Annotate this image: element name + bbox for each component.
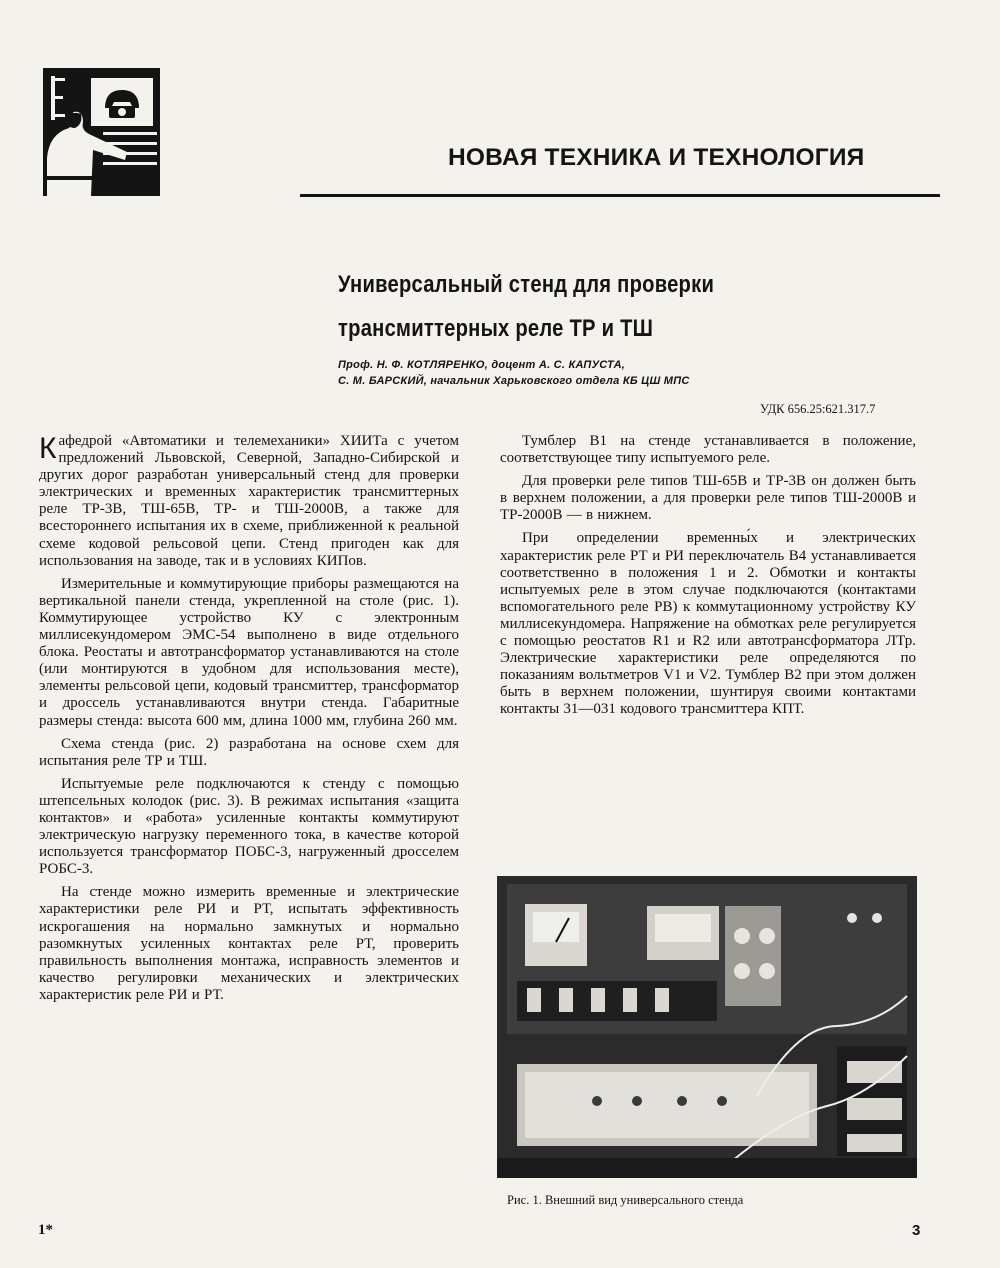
- paragraph: Для проверки реле типов ТШ-65В и ТР-3В он должен быть в верхнем положении, а для проверки реле типов ТШ-2000В и ТР-2000В — в нижнем.: [500, 473, 916, 524]
- authors-line: С. М. БАРСКИЙ, начальник Харьковского отдела КБ ЦШ МПС: [338, 375, 690, 387]
- article-title: [338, 263, 714, 351]
- right-column: [500, 433, 916, 725]
- paragraph-text: афедрой «Автоматики и телемеханики» ХИИТа с учетом предложений Львовской, Северной, Западно-Сибирской и других дорог разработан универсальный стенд для проверки электрических и временных характеристик трансмиттерных реле ТР-3В, ТШ-65В, ТР- и ТШ-2000В, а также для всестороннего испытания их в схеме, приближенной к реальной схеме кодовой рельсовой цепи. Стенд пригоден как для использования на заводе, так и в условиях КИПов.: [39, 433, 459, 569]
- article-title-line: трансмиттерных реле ТР и ТШ: [338, 315, 654, 342]
- section-title: НОВАЯ ТЕХНИКА И ТЕХНОЛОГИЯ: [448, 144, 865, 171]
- left-column: [39, 433, 459, 1010]
- paragraph: [39, 433, 459, 570]
- authors-line: Проф. Н. Ф. КОТЛЯРЕНКО, доцент А. С. КАПУСТА,: [338, 359, 626, 371]
- udc-code: УДК 656.25:621.317.7: [760, 402, 876, 416]
- figure-caption: Рис. 1. Внешний вид универсального стенда: [507, 1193, 744, 1207]
- page-number: 3: [912, 1222, 921, 1239]
- paragraph: Измерительные и коммутирующие приборы размещаются на вертикальной панели стенда, укрепленной на столе (рис. 1). Коммутирующее устройство КУ с электронным миллисекундомером ЭМС-54 выполнено в виде отдельного блока. Реостаты и автотрансформатор устанавливаются на столе (или монтируются в удобном для использования месте), элементы рельсовой цепи, кодовый трансмиттер, трансформатор и дроссель устанавливаются внутри стенда. Габаритные размеры стенда: высота 600 мм, длина 1000 мм, глубина 260 мм.: [39, 575, 459, 729]
- footer-signature-mark: 1*: [38, 1222, 53, 1238]
- stand-photo-image: [497, 876, 917, 1178]
- article-authors: [338, 357, 690, 389]
- paragraph: При определении временны́х и электрических характеристик реле РТ и РИ переключатель В4 устанавливается соответственно в положения 1 и 2. Обмотки и контакты испытуемых реле в этом случае подключаются (контактами вспомогательного реле РВ) к коммутационному устройству КУ миллисекундомера. Напряжение на обмотках реле регулируется с помощью реостатов R1 и R2 или автотрансформатора ЛТр. Электрические характеристики реле определяются по показаниям вольтметров V1 и V2. Тумблер В2 при этом должен быть в верхнем положении, шунтируя своими контактами контакты 31—031 кодового трансмиттера КПТ.: [500, 530, 916, 718]
- paragraph: Испытуемые реле подключаются к стенду с помощью штепсельных колодок (рис. 3). В режимах испытания «защита контактов» и «работа» усиленные контакты коммутируют электрическую нагрузку переменного тока, в качестве которой используется трансформатор ПОБС-3, нагруженный дросселем РОБС-3.: [39, 775, 459, 878]
- section-logo: [43, 68, 160, 196]
- paragraph: Тумблер В1 на стенде устанавливается в положение, соответствующее типу испытуемого реле.: [500, 433, 916, 467]
- paragraph: Схема стенда (рис. 2) разработана на основе схем для испытания реле ТР и ТШ.: [39, 735, 459, 769]
- drop-cap: К: [39, 432, 57, 465]
- paragraph: На стенде можно измерить временные и электрические характеристики реле РИ и РТ, испытать эффективность искрогашения на нормально замкнутых и нормально разомкнутых усиленных контактах реле РТ, проверить правильность выполнения монтажа, исправность элементов и качество регулировки механических и электрических характеристик реле РИ и РТ.: [39, 884, 459, 1003]
- telephone-operator-icon: [43, 68, 160, 196]
- stand-photo: [497, 876, 917, 1178]
- title-rule: [300, 194, 940, 197]
- article-title-line: Универсальный стенд для проверки: [338, 271, 715, 298]
